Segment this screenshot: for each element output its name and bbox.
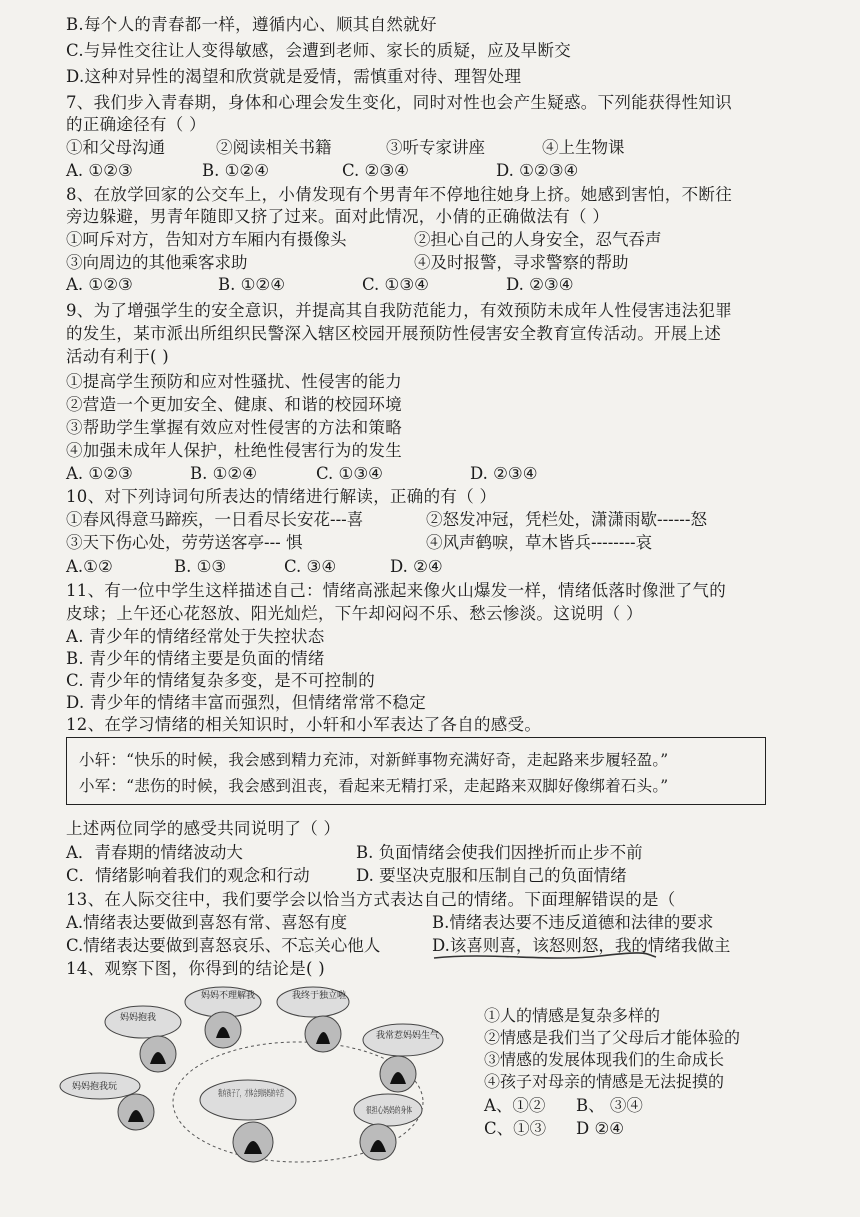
q13-answer: D.该喜则喜，该怒则怒，我的情绪我做主	[432, 936, 731, 955]
q13-answer: C.情绪表达要做到喜怒哀乐、不忘关心他人	[66, 936, 381, 955]
q9-stem: 9、为了增强学生的安全意识，并提高其自我防范能力，有效预防未成年人性侵害违法犯罪	[66, 301, 732, 320]
q9-stem-2: 的发生，某市派出所组织民警深入辖区校园开展预防性侵害安全教育宣传活动。开展上述	[66, 324, 722, 343]
q11-answer: D. 青少年的情绪丰富而强烈，但情绪常常不稳定	[66, 693, 427, 712]
q13-answer: A.情绪表达要做到喜怒有常、喜怒有度	[66, 913, 348, 932]
q10-answer: B. ①③	[174, 557, 227, 576]
q12-answer: C．情绪影响着我们的观念和行动	[66, 866, 310, 885]
q14-item: ④孩子对母亲的情感是无法捉摸的	[484, 1072, 725, 1091]
q9-item: ①提高学生预防和应对性骚扰、性侵害的能力	[66, 372, 402, 391]
bubble-7	[354, 1094, 435, 1160]
q6-option-b: B.每个人的青春都一样，遵循内心、顺其自然就好	[66, 15, 437, 34]
q7-answer: B. ①②④	[202, 161, 269, 180]
bubble-text: 我终于独立啦	[292, 991, 347, 1001]
q6-option-c: C.与异性交往让人变得敏感，会遭到老师、家长的质疑，应及早断交	[66, 41, 572, 60]
q12-stem: 12、在学习情绪的相关知识时，小轩和小军表达了各自的感受。	[66, 715, 542, 734]
q14-answer: B、 ③④	[576, 1096, 643, 1115]
q11-answer: B. 青少年的情绪主要是负面的情绪	[66, 649, 325, 668]
q9-item: ②营造一个更加安全、健康、和谐的校园环境	[66, 395, 402, 414]
q11-stem-2: 皮球；上午还心花怒放、阳光灿烂，下午却闷闷不乐、愁云惨淡。这说明（ ）	[66, 604, 643, 623]
q7-item: ④上生物课	[542, 138, 625, 157]
q7-stem: 7、我们步入青春期，身体和心理会发生变化，同时对性也会产生疑惑。下列能获得性知识	[66, 93, 732, 112]
bubble-4	[363, 1024, 443, 1092]
q14-answer: D ②④	[576, 1119, 625, 1138]
q8-item: ④及时报警，寻求警察的帮助	[414, 253, 629, 272]
q12-after: 上述两位同学的感受共同说明了（ ）	[66, 819, 341, 838]
q13-stem: 13、在人际交往中，我们要学会以恰当方式表达自己的情绪。下面理解错误的是（	[66, 890, 676, 909]
q8-item: ①呵斥对方，告知对方车厢内有摄像头	[66, 230, 347, 249]
q12-answer: A．青春期的情绪波动大	[66, 843, 243, 862]
q8-stem-2: 旁边躲避，男青年随即又挤了过来。面对此情况，小倩的正确做法有（ ）	[66, 207, 610, 226]
q14-stem: 14、观察下图，你得到的结论是( )	[66, 959, 326, 978]
bubble-text: 我常惹妈妈生气	[376, 1031, 440, 1041]
q8-answer: C. ①③④	[362, 275, 429, 294]
bubble-text: 妈妈不理解我	[201, 991, 256, 1001]
q12-quote-xiaoxuan: 小轩：“快乐的时候，我会感到精力充沛，对新鲜事物充满好奇，走起路来步履轻盈。”	[79, 751, 669, 769]
bubble-text: 很担心妈妈的身体	[366, 1106, 435, 1116]
q7-answer: D. ①②③④	[496, 161, 579, 180]
q10-item: ④风声鹤唳，草木皆兵--------哀	[426, 533, 653, 552]
handwritten-underline	[430, 948, 660, 964]
q11-answer: A. 青少年的情绪经常处于失控状态	[66, 627, 325, 646]
q8-answer: A. ①②③	[66, 275, 133, 294]
q8-answer: D. ②③④	[506, 275, 574, 294]
q9-stem-3: 活动有利于( )	[66, 347, 170, 366]
q10-answer: C. ③④	[284, 557, 337, 576]
q14-item: ②情感是我们当了父母后才能体验的	[484, 1028, 741, 1047]
mother-child-illustration	[58, 982, 458, 1172]
q12-answer: B. 负面情绪会使我们因挫折而止步不前	[356, 843, 643, 862]
q8-stem: 8、在放学回家的公交车上，小倩发现有个男青年不停地往她身上挤。她感到害怕，不断往	[66, 185, 732, 204]
bubble-6	[200, 1080, 346, 1162]
q14-answer: A、①②	[484, 1096, 546, 1115]
q14-item: ①人的情感是复杂多样的	[484, 1006, 661, 1025]
q6-option-d: D.这种对异性的渴望和欣赏就是爱情，需慎重对待、理智处理	[66, 67, 522, 86]
q9-answer: C. ①③④	[316, 464, 383, 483]
q7-answer: C. ②③④	[342, 161, 409, 180]
q8-answer: B. ①②④	[218, 275, 285, 294]
bubble-1	[185, 987, 261, 1048]
q10-stem: 10、对下列诗词句所表达的情绪进行解读，正确的有（ ）	[66, 487, 497, 506]
q9-item: ④加强未成年人保护，杜绝性侵害行为的发生	[66, 441, 402, 460]
bubble-text: 妈妈抱我	[120, 1013, 157, 1023]
q9-item: ③帮助学生掌握有效应对性侵害的方法和策略	[66, 418, 402, 437]
q12-quote-xiaojun: 小军：“悲伤的时候，我会感到沮丧，看起来无精打采，走起路来双脚好像绑着石头。”	[79, 777, 669, 795]
bubble-text: 我有孩子了，才体会到妈妈的辛苦	[218, 1089, 346, 1099]
q7-answer: A. ①②③	[66, 161, 133, 180]
q12-answer: D. 要坚决克服和压制自己的负面情绪	[356, 866, 627, 885]
q11-answer: C. 青少年的情绪复杂多变，是不可控制的	[66, 671, 376, 690]
q7-stem-2: 的正确途径有（ ）	[66, 115, 206, 134]
bubble-5	[60, 1073, 154, 1130]
q7-item: ①和父母沟通	[66, 138, 165, 157]
q10-answer: A.①②	[66, 557, 113, 576]
q9-answer: A. ①②③	[66, 464, 133, 483]
q8-item: ②担心自己的人身安全，忍气吞声	[414, 230, 662, 249]
q14-item: ③情感的发展体现我们的生命成长	[484, 1050, 725, 1069]
bubble-3	[105, 1006, 181, 1072]
q10-item: ②怒发冲冠，凭栏处，潇潇雨歇------怒	[426, 510, 707, 529]
bubble-text: 妈妈抱我玩	[72, 1082, 118, 1092]
q10-answer: D. ②④	[390, 557, 443, 576]
q7-item: ③听专家讲座	[386, 138, 485, 157]
q9-answer: B. ①②④	[190, 464, 257, 483]
q11-stem: 11、有一位中学生这样描述自己：情绪高涨起来像火山爆发一样，情绪低落时像泄了气的	[66, 581, 726, 600]
q9-answer: D. ②③④	[470, 464, 538, 483]
q8-item: ③向周边的其他乘客求助	[66, 253, 248, 272]
q10-item: ③天下伤心处，劳劳送客亭--- 惧	[66, 533, 303, 552]
q14-answer: C、①③	[484, 1119, 547, 1138]
q12-quote-box	[66, 737, 766, 805]
q7-item: ②阅读相关书籍	[216, 138, 332, 157]
q13-answer: B.情绪表达要不违反道德和法律的要求	[432, 913, 714, 932]
q10-item: ①春风得意马蹄疾，一日看尽长安花---喜	[66, 510, 364, 529]
